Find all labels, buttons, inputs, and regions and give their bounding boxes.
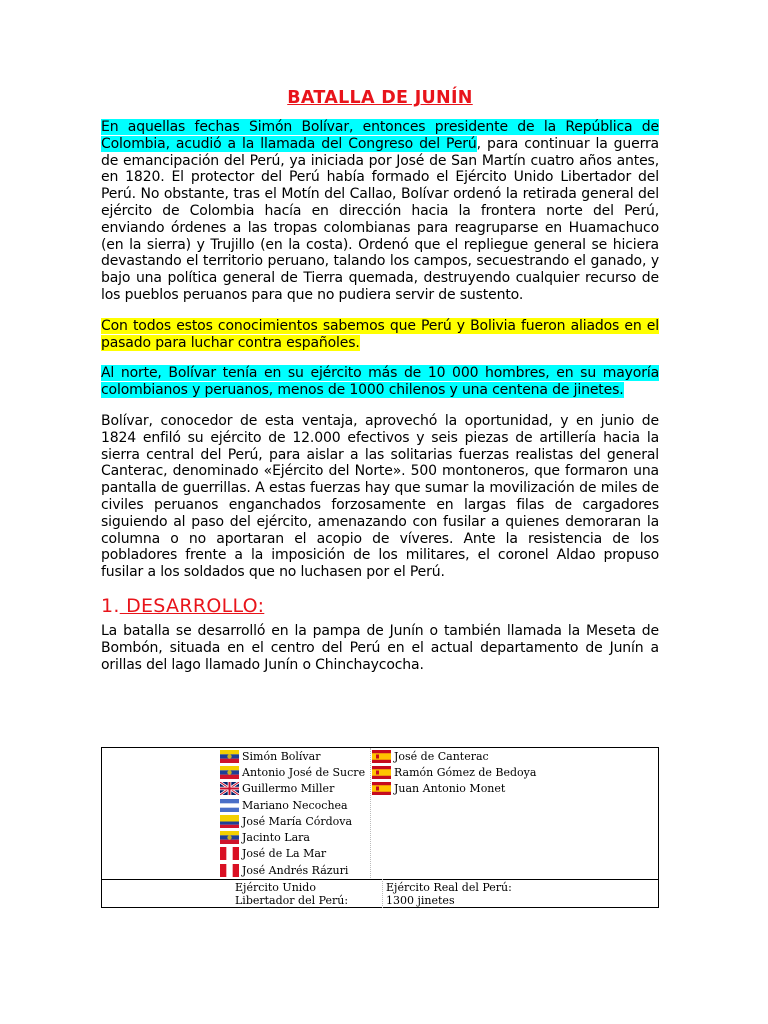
commander-name: José María Córdova <box>242 814 353 828</box>
commander-name: Ramón Gómez de Bedoya <box>394 765 537 779</box>
commander-name: José de La Mar <box>242 847 327 861</box>
venezuela-flag-icon <box>220 750 239 763</box>
commander-name: Simón Bolívar <box>242 749 321 763</box>
paragraph-north-army <box>101 365 659 399</box>
highlighted-text: En aquellas fechas Simón Bolívar, entonces presidente de la República de Colombia, acudió a la llamada del Congreso del Perú <box>101 119 659 152</box>
peru-flag-icon <box>220 864 239 877</box>
peru-flag-icon <box>220 847 239 860</box>
commander-entry <box>372 764 536 780</box>
commander-entry <box>220 748 365 764</box>
venezuela-flag-icon <box>220 831 239 844</box>
highlighted-text: Con todos estos conocimientos sabemos que Perú y Bolivia fueron aliados en el pasado para luchar contra españoles. <box>101 317 659 351</box>
paragraph-intro <box>101 119 659 304</box>
table-divider <box>102 879 658 880</box>
commander-name: Antonio José de Sucre <box>242 765 366 779</box>
document-page <box>101 88 659 687</box>
spain-flag-icon <box>372 766 391 779</box>
commander-name: Guillermo Miller <box>242 782 335 796</box>
commander-entry <box>220 764 365 780</box>
spain-flag-icon <box>372 782 391 795</box>
paragraph-development: La batalla se desarrolló en la pampa de Junín o también llamada la Meseta de Bombón, situada en el centro del Perú en el actual departamento de Junín a orillas del lago llamado Junín o Chinchaycocha. <box>101 622 659 673</box>
venezuela-flag-icon <box>220 766 239 779</box>
commander-entry <box>220 813 365 829</box>
royalist-commanders-list <box>372 748 536 797</box>
paragraph-allies <box>101 318 659 352</box>
commander-entry <box>372 781 536 797</box>
royalist-army-label: Ejército Real del Perú: <box>386 881 512 894</box>
commander-entry <box>372 748 536 764</box>
paragraph-text: , para continuar la guerra de emancipación del Perú, ya iniciada por José de San Martín cuatro años antes, en 1820. El protector del Perú había formado el Ejército Unido Libertador del Perú. No obstante, tras el Motín del Callao, Bolívar ordenó la retirada general del ejército de Colombia hacía en dirección hacia la frontera norte del Perú, enviando órdenes a las tropas colombianas para reagruparse en Huamachuco (en la sierra) y Trujillo (en la costa). Ordenó que el repliegue general se hiciera devastando el territorio peruano, talando los campos, secuestrando el ganado, y bajo una política general de Tierra quemada, destruyendo cualquier recurso de los pueblos peruanos para que no pudiera servir de sustento. <box>101 135 659 303</box>
commander-name: Jacinto Lara <box>242 831 310 845</box>
commander-entry <box>220 797 365 813</box>
section-title: DESARROLLO: <box>119 594 265 617</box>
commander-name: José Andrés Rázuri <box>242 863 349 877</box>
royalist-army-strength: 1300 jinetes <box>386 894 455 907</box>
spain-flag-icon <box>372 750 391 763</box>
commander-entry <box>220 829 365 845</box>
section-number: 1. <box>101 594 120 617</box>
united-kingdom-flag-icon <box>220 782 239 795</box>
argentina-flag-icon <box>220 799 239 812</box>
commander-name: Juan Antonio Monet <box>394 782 506 796</box>
section-heading <box>101 595 659 617</box>
commander-entry <box>220 781 365 797</box>
commander-entry <box>220 862 365 878</box>
colombia-flag-icon <box>220 815 239 828</box>
paragraph-campaign: Bolívar, conocedor de esta ventaja, aprovechó la oportunidad, y en junio de 1824 enfiló su ejército de 12.000 efectivos y seis piezas de artillería hacia la sierra central del Perú, para aislar a las solitarias fuerzas realistas del general Canterac, denominado «Ejército del Norte». 500 montoneros, que formaron una pantalla de guerrillas. A estas fuerzas hay que sumar la movilización de miles de civiles peruanos enganchados forzosamente en largas filas de cargadores siguiendo al paso del ejército, amenazando con fusilar a quienes demoraran la columna o no aportaran el acopio de víveres. Ante la resistencia de los pobladores frente a la imposición de los militares, el coronel Aldao propuso fusilar a los soldados que no luchasen por el Perú. <box>101 412 659 581</box>
patriot-army-caption: Ejército Unido Libertador del Perú: <box>235 881 349 907</box>
commanders-table <box>101 747 659 908</box>
patriot-commanders-list <box>220 748 365 878</box>
commander-entry <box>220 846 365 862</box>
highlighted-text: Al norte, Bolívar tenía en su ejército más de 10 000 hombres, en su mayoría colombianos y peruanos, menos de 1000 chilenos y una centena de jinetes. <box>101 365 659 399</box>
commander-name: Mariano Necochea <box>242 798 348 812</box>
commander-name: José de Canterac <box>394 749 489 763</box>
document-title: BATALLA DE JUNÍN <box>287 88 473 108</box>
royalist-army-caption <box>386 881 526 907</box>
